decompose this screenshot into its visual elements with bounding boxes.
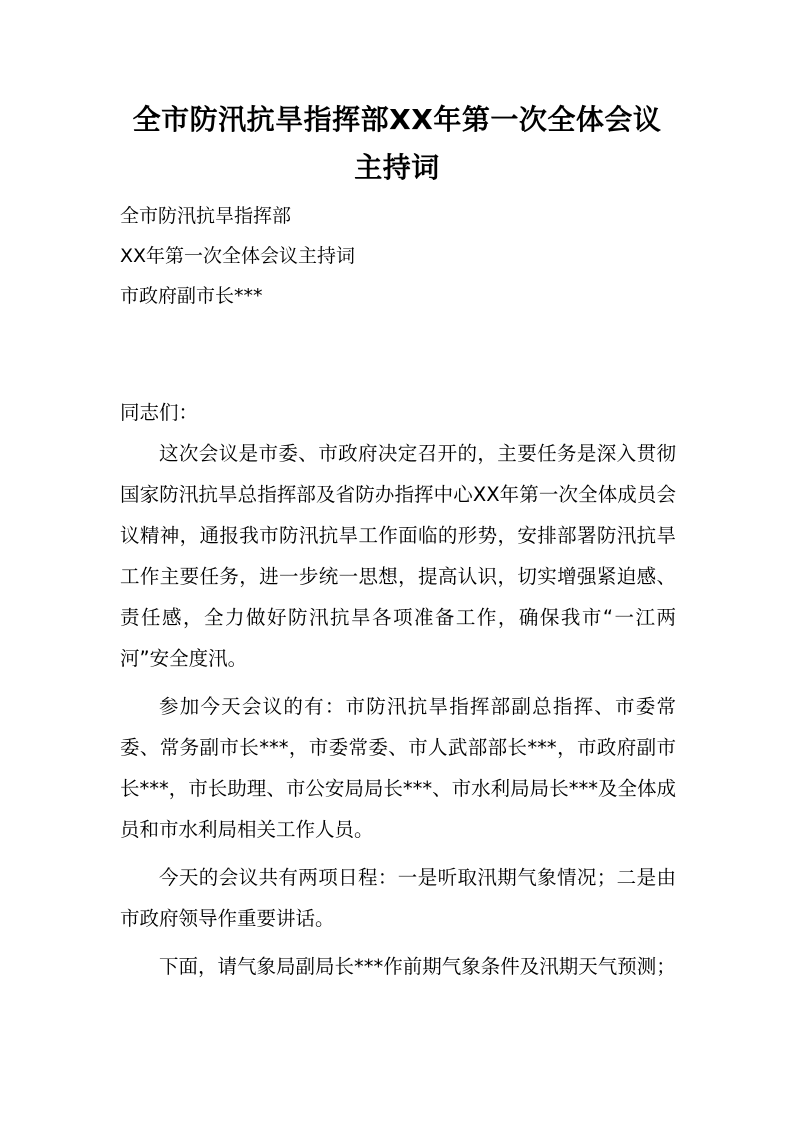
meta-organization: 全市防汛抗旱指挥部: [120, 205, 292, 227]
salutation: 同志们：: [120, 401, 199, 424]
meta-speaker: 市政府副市长***: [120, 285, 263, 307]
title-line-2: 主持词: [354, 151, 440, 184]
document-meta: [120, 196, 680, 316]
paragraph-attendees: 参加今天会议的有：市防汛抗旱指挥部副总指挥、市委常委、常务副市长***，市委常委、市人武部部长***，市政府副市长***，市长助理、市公安局局长***、市水利局局长***及全体成员和市水利局相关工作人员。: [120, 695, 676, 841]
title-line-1: 全市防汛抗旱指挥部XX年第一次全体会议: [132, 103, 662, 136]
paragraph-agenda: 今天的会议共有两项日程：一是听取汛期气象情况；二是由市政府领导作重要讲话。: [120, 866, 676, 930]
meta-subtitle: XX年第一次全体会议主持词: [120, 245, 356, 267]
document-title: [110, 96, 684, 192]
paragraph-meeting-purpose: 这次会议是市委、市政府决定召开的，主要任务是深入贯彻国家防汛抗旱总指挥部及省防办指挥中心XX年第一次全体成员会议精神，通报我市防汛抗旱工作面临的形势，安排部署防汛抗旱工作主要任务，进一步统一思想，提高认识，切实增强紧迫感、责任感，全力做好防汛抗旱各项准备工作，确保我市“一江两河”安全度汛。: [120, 442, 676, 670]
paragraph-next-speaker: 下面，请气象局副局长***作前期气象条件及汛期天气预测；: [159, 955, 676, 978]
document-body: [120, 392, 676, 994]
